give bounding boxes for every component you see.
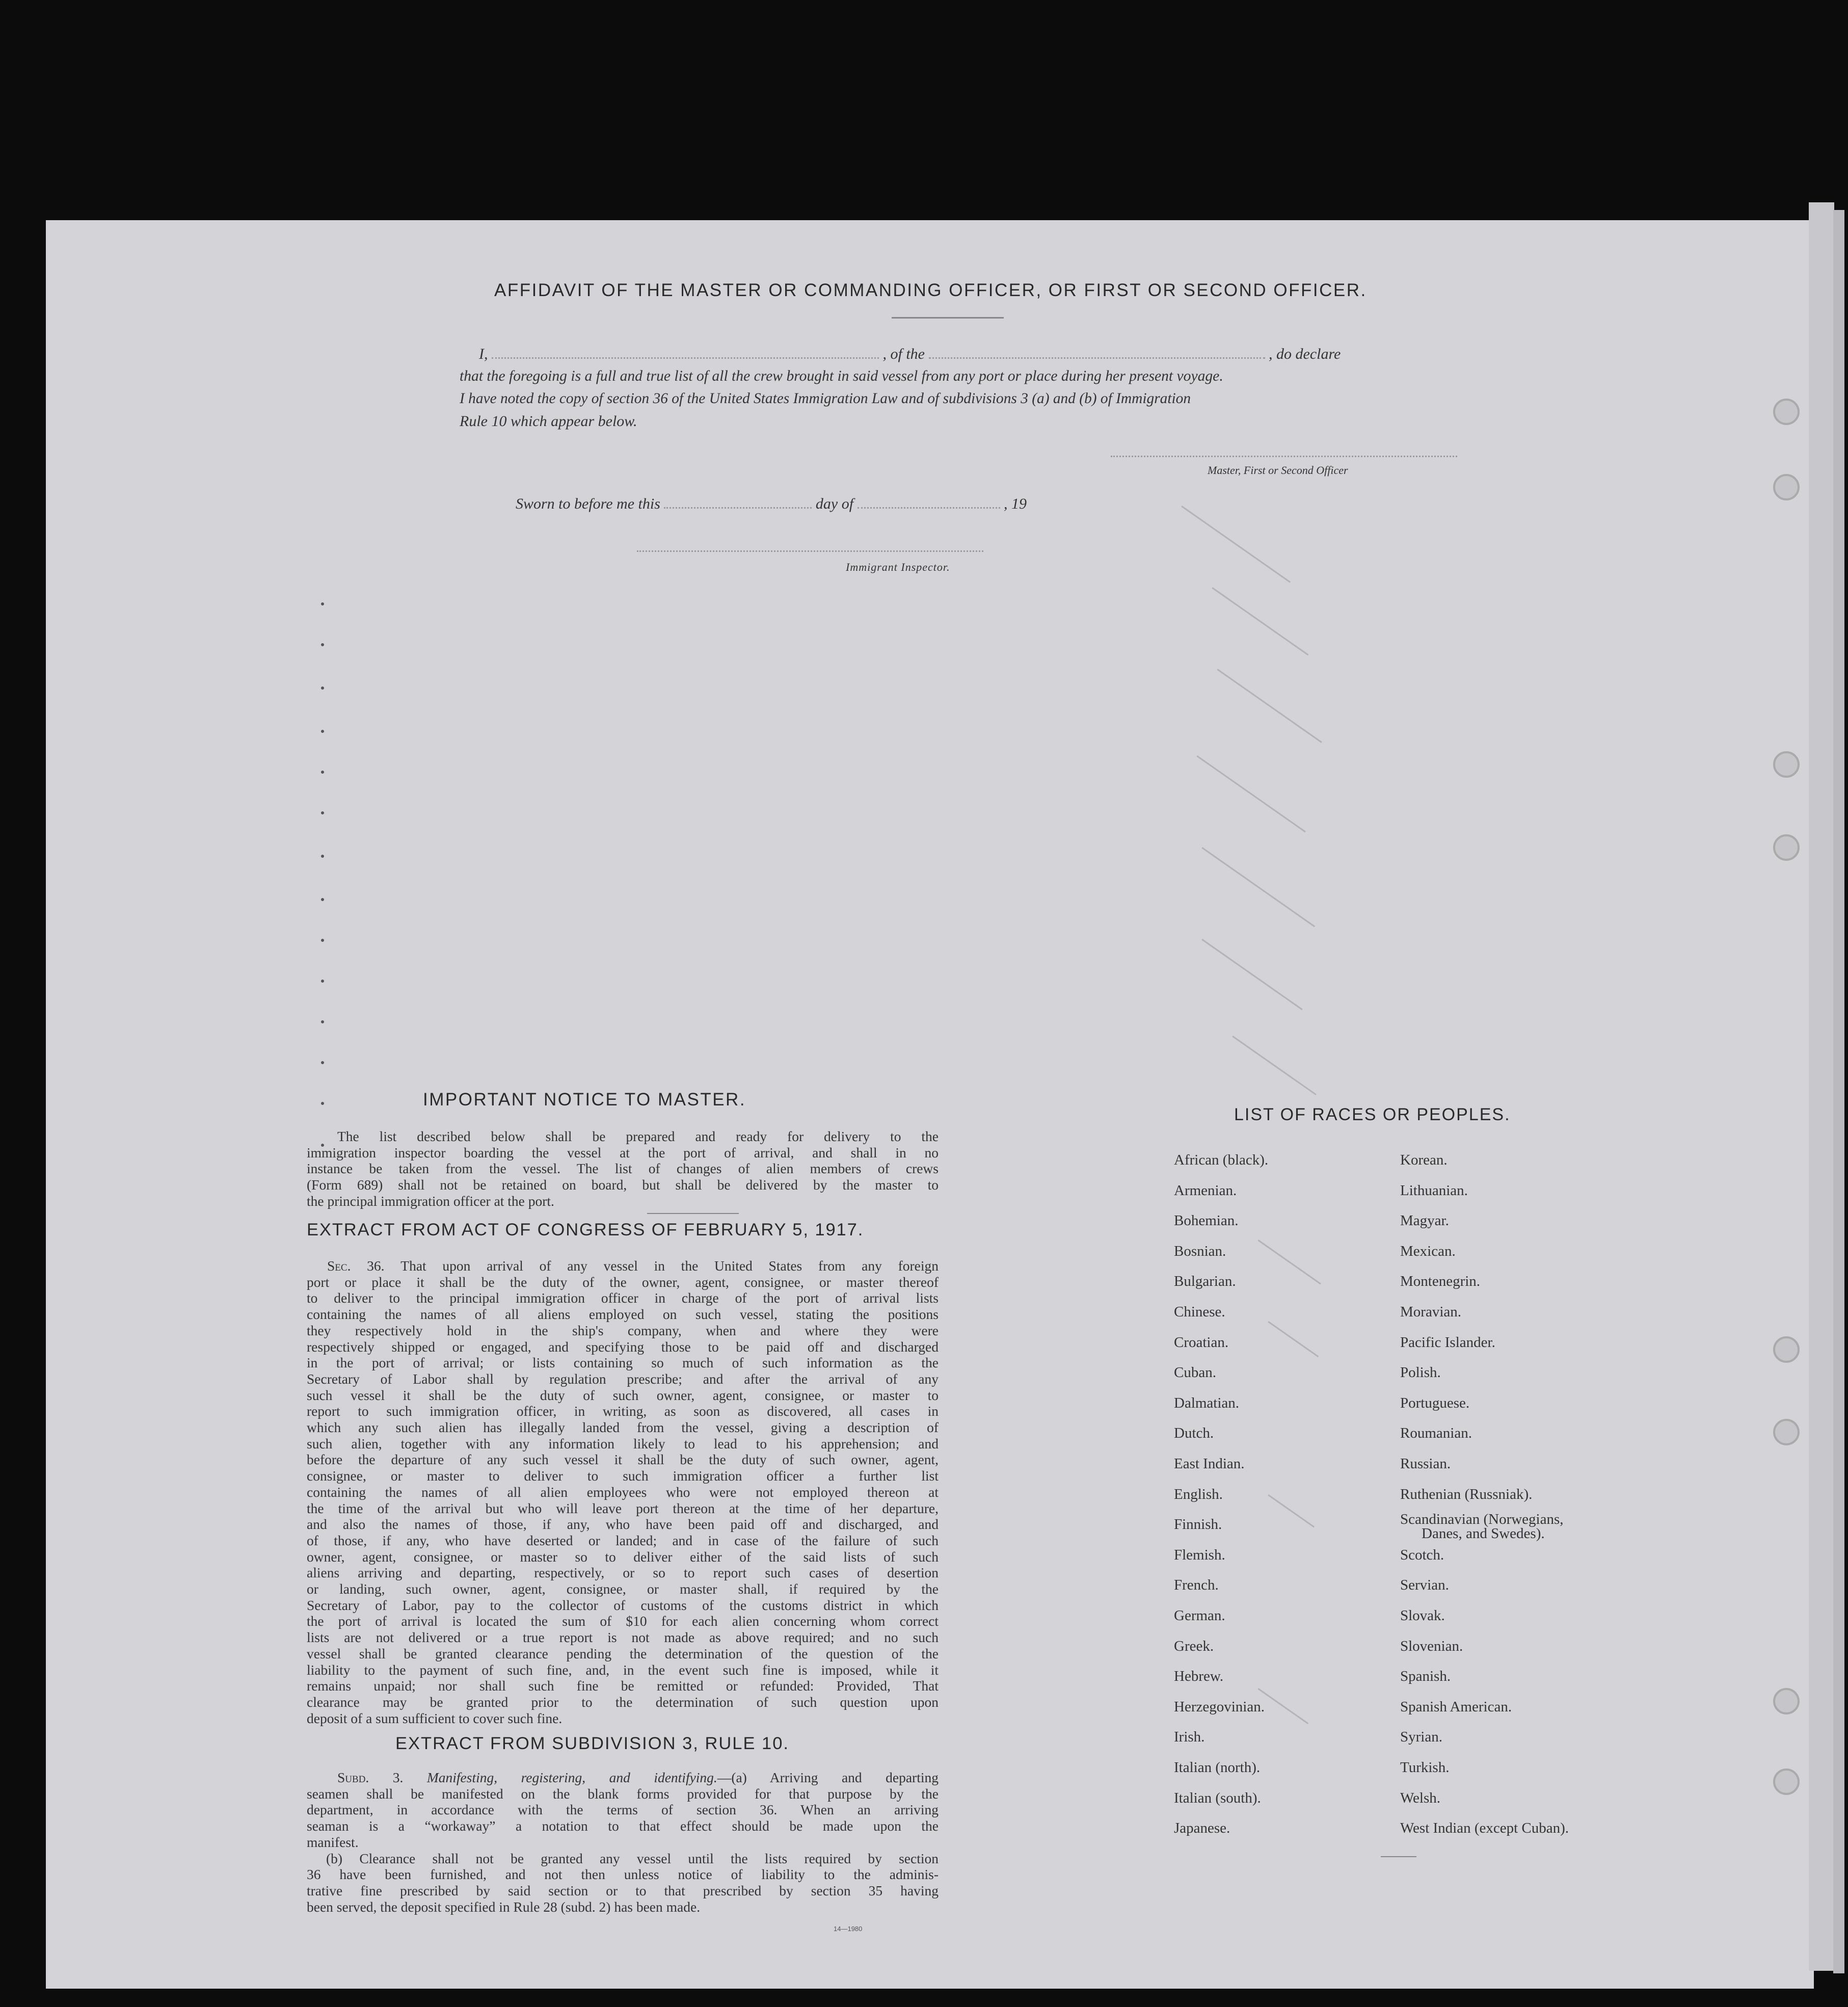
text-line: containing the names of all alien employees who were not employed thereon at: [307, 1484, 939, 1500]
text-line: to deliver to the principal immigration officer in charge of the port of arrival lists: [307, 1290, 939, 1306]
text-line: respectively shipped or engaged, and specifying those to be paid off and discharged: [307, 1338, 939, 1355]
race-item: Croatian.: [1174, 1334, 1229, 1351]
bleed-through-stroke: [1201, 847, 1315, 927]
text-line: deposit of a sum sufficient to cover such fine.: [307, 1710, 563, 1726]
affidavit-line-2: that the foregoing is a full and true list of all the crew brought in said vessel from any port or place during her present voyage.: [460, 368, 1223, 384]
margin-speck: [321, 602, 324, 605]
race-item: Slovak.: [1400, 1607, 1445, 1624]
race-item: Italian (south).: [1174, 1789, 1261, 1806]
text-line: before the departure of any such vessel it shall be the duty of such owner, agent,: [307, 1451, 939, 1468]
signer-caption: Master, First or Second Officer: [1208, 464, 1348, 477]
text-line: which any such alien has illegally landed from the vessel, giving a description of: [307, 1419, 939, 1436]
race-item: Pacific Islander.: [1400, 1334, 1495, 1351]
text-line: [307, 1258, 939, 1274]
notice-body: [307, 1128, 939, 1209]
race-item: Montenegrin.: [1400, 1273, 1481, 1290]
page-edge: [1809, 202, 1834, 1971]
race-item: Russian.: [1400, 1456, 1451, 1472]
race-item: Bosnian.: [1174, 1243, 1226, 1259]
binder-hole: [1773, 834, 1800, 861]
margin-speck: [321, 980, 324, 983]
binder-hole: [1773, 1419, 1800, 1445]
margin-speck: [321, 643, 324, 646]
race-item: Hebrew.: [1174, 1668, 1224, 1685]
race-item: Greek.: [1174, 1638, 1214, 1654]
race-item: Lithuanian.: [1400, 1182, 1468, 1199]
race-item: Herzegovinian.: [1174, 1698, 1265, 1715]
signature-blank: [1111, 456, 1457, 457]
vessel-blank: [929, 357, 1265, 359]
bleed-through-stroke: [1181, 506, 1291, 583]
race-item: Scandinavian (Norwegians,: [1400, 1511, 1564, 1528]
race-item: Irish.: [1174, 1729, 1205, 1746]
act-lines: [307, 1258, 939, 1726]
text-line: instance be taken from the vessel. The list of changes of alien members of crews: [307, 1160, 939, 1177]
binder-hole: [1773, 399, 1800, 425]
race-item: Spanish American.: [1400, 1698, 1512, 1715]
bleed-through-stroke: [1257, 1688, 1308, 1724]
affidavit-line-4: Rule 10 which appear below.: [460, 413, 637, 430]
text-line: the principal immigration officer at the port.: [307, 1193, 554, 1209]
race-item: Polish.: [1400, 1364, 1441, 1381]
margin-speck: [321, 1020, 324, 1023]
binder-hole: [1773, 1336, 1800, 1363]
extract-act-heading: EXTRACT FROM ACT OF CONGRESS OF FEBRUARY 5, 1917.: [307, 1220, 864, 1239]
text-line: report to such immigration officer, in writing, as soon as discovered, all cases in: [307, 1403, 939, 1419]
race-item: Italian (north).: [1174, 1759, 1261, 1776]
text-line: department, in accordance with the terms of section 36. When an arriving: [307, 1802, 939, 1818]
text-line: manifest.: [307, 1834, 359, 1850]
text-line: the time of the arrival but who will leave port thereon at the time of her departure,: [307, 1500, 939, 1516]
affidavit-i: I,: [479, 346, 488, 362]
bleed-through-stroke: [1201, 939, 1302, 1010]
text-line: lists are not delivered or a true report is not made as above required; and no such: [307, 1629, 939, 1646]
binder-hole: [1773, 751, 1800, 778]
bleed-through-stroke: [1268, 1494, 1315, 1528]
binder-hole: [1773, 474, 1800, 500]
binder-hole: [1773, 1768, 1800, 1795]
text-line: containing the names of all aliens employed on such vessel, stating the positions: [307, 1306, 939, 1323]
race-item: Dutch.: [1174, 1425, 1214, 1442]
text-line: such alien, together with any information likely to lead to his apprehension; and: [307, 1435, 939, 1451]
text-line: Secretary of Labor shall by regulation prescribe; and after the arrival of any: [307, 1370, 939, 1387]
race-item: Turkish.: [1400, 1759, 1450, 1776]
race-item: West Indian (except Cuban).: [1400, 1820, 1569, 1837]
race-item-continuation: Danes, and Swedes).: [1422, 1525, 1545, 1542]
bleed-through-stroke: [1217, 669, 1322, 743]
text-line: of those, if any, who have deserted or landed; and in case of the failure of such: [307, 1532, 939, 1548]
race-item: Welsh.: [1400, 1789, 1441, 1806]
race-item: French.: [1174, 1577, 1219, 1594]
bleed-through-stroke: [1196, 755, 1306, 833]
text-line: (Form 689) shall not be retained on board, but shall be delivered by the master to: [307, 1177, 939, 1193]
affidavit-declare: , do declare: [1269, 346, 1341, 362]
heading-rule: [892, 317, 1004, 319]
text-line: (b) Clearance shall not be granted any vessel until the lists required by section: [326, 1850, 939, 1866]
margin-speck: [321, 855, 324, 858]
text-line: consignee, or master to deliver to such immigration officer a further list: [307, 1468, 939, 1484]
race-item: Finnish.: [1174, 1516, 1222, 1533]
text-line: immigration inspector boarding the vessel at the port of arrival, and shall in no: [307, 1144, 939, 1160]
bleed-through-stroke: [1212, 587, 1308, 655]
text-line: port or place it shall be the duty of the owner, agent, consignee, or master thereof: [307, 1274, 939, 1290]
affidavit-heading: AFFIDAVIT OF THE MASTER OR COMMANDING OFFICER, OR FIRST OR SECOND OFFICER.: [494, 280, 1367, 300]
race-item: German.: [1174, 1607, 1225, 1624]
race-item: Portuguese.: [1400, 1394, 1470, 1411]
text-line: seaman is a “workaway” a notation to that effect should be made upon the: [307, 1818, 939, 1834]
affidavit-line-1: [479, 346, 1341, 363]
race-item: Slovenian.: [1400, 1638, 1463, 1654]
margin-speck: [321, 771, 324, 774]
text-line: liability to the payment of such fine, and, in the event such fine is imposed, while it: [307, 1661, 939, 1678]
text-line: owner, agent, consignee, or master so to deliver either of the said lists of such: [307, 1548, 939, 1565]
form-number: 14—1980: [834, 1925, 863, 1933]
margin-speck: [321, 939, 324, 942]
text-line: 36 have been furnished, and not then unless notice of liability to the adminis-: [307, 1866, 939, 1883]
text-line: they respectively hold in the ship's company, when and where they were: [307, 1322, 939, 1338]
races-heading: LIST OF RACES OR PEOPLES.: [1234, 1105, 1511, 1124]
race-item: Armenian.: [1174, 1182, 1237, 1199]
name-blank: [492, 357, 879, 359]
race-item: Magyar.: [1400, 1212, 1449, 1229]
inspector-signature-blank: [637, 550, 983, 552]
race-item: Flemish.: [1174, 1546, 1225, 1563]
race-item: Japanese.: [1174, 1820, 1230, 1837]
race-item: Cuban.: [1174, 1364, 1216, 1381]
margin-speck: [321, 686, 324, 690]
race-item: East Indian.: [1174, 1456, 1245, 1472]
binder-hole: [1773, 1688, 1800, 1714]
text-line: such vessel it shall be the duty of such owner, agent, consignee, or master to: [307, 1387, 939, 1403]
text-line: The list described below shall be prepared and ready for delivery to the: [337, 1128, 939, 1144]
month-blank: [858, 507, 1000, 509]
race-item: Moravian.: [1400, 1304, 1461, 1320]
sworn-line: [516, 495, 1027, 513]
text-line: clearance may be granted prior to the determination of such question upon: [307, 1694, 939, 1710]
race-item: English.: [1174, 1486, 1223, 1502]
bleed-through-stroke: [1232, 1036, 1317, 1095]
extract-act-body: [307, 1258, 939, 1726]
notice-lines: [307, 1128, 939, 1209]
section-text: That upon arrival of any vessel in the United States from any foreign: [400, 1258, 939, 1274]
text-line: Secretary of Labor, pay to the collector of customs of the customs district in which: [307, 1597, 939, 1613]
section-rule: [647, 1213, 739, 1214]
text-line: or landing, such owner, agent, consignee, or master shall, if required by the: [307, 1581, 939, 1597]
margin-speck: [321, 811, 324, 814]
subd-title: Manifesting, registering, and identifying.: [426, 1770, 717, 1785]
page-edge: [1833, 210, 1844, 1973]
extract-rule-heading: EXTRACT FROM SUBDIVISION 3, RULE 10.: [395, 1734, 790, 1753]
margin-speck: [321, 898, 324, 901]
rule-lines: [307, 1770, 939, 1915]
margin-speck: [321, 1102, 324, 1105]
day-blank: [664, 507, 812, 509]
notice-heading: IMPORTANT NOTICE TO MASTER.: [423, 1090, 746, 1110]
sworn-text: Sworn to before me this: [516, 495, 660, 512]
affidavit-line-3: I have noted the copy of section 36 of the United States Immigration Law and of subdivisions 3 (a) and (b) of Immigration: [460, 390, 1191, 407]
bleed-through-stroke: [1268, 1321, 1319, 1357]
text-line: seamen shall be manifested on the blank forms provided for that purpose by the: [307, 1785, 939, 1802]
race-item: Dalmatian.: [1174, 1394, 1240, 1411]
text-line: aliens arriving and departing, respectively, or so to report such cases of desertion: [307, 1565, 939, 1581]
text-line: trative fine prescribed by said section or to that prescribed by section 35 having: [307, 1882, 939, 1898]
text-line: in the port of arrival; or lists containing so much of such information as the: [307, 1355, 939, 1371]
margin-speck: [321, 1061, 324, 1064]
margin-speck: [321, 730, 324, 733]
text-line: remains unpaid; nor shall such fine be remitted or refunded: Provided, That: [307, 1678, 939, 1694]
race-item: Korean.: [1400, 1152, 1448, 1168]
text-line: the port of arrival is located the sum of $10 for each alien concerning whom correct: [307, 1613, 939, 1629]
text-line: been served, the deposit specified in Rule 28 (subd. 2) has been made.: [307, 1898, 701, 1915]
race-item: Mexican.: [1400, 1243, 1456, 1259]
race-item: Bohemian.: [1174, 1212, 1239, 1229]
section-label: Sec. 36.: [327, 1258, 401, 1274]
day-of: day of: [815, 495, 854, 512]
race-item: Chinese.: [1174, 1304, 1225, 1320]
race-item: Roumanian.: [1400, 1425, 1472, 1442]
race-item: Syrian.: [1400, 1729, 1442, 1746]
text-line: vessel shall be granted clearance pending the determination of the question of the: [307, 1645, 939, 1661]
year-prefix: , 19: [1004, 495, 1027, 512]
race-item: African (black).: [1174, 1152, 1269, 1168]
subd-label: Subd. 3.: [337, 1770, 427, 1785]
bleed-through-stroke: [1257, 1239, 1321, 1284]
text-line: [307, 1770, 939, 1786]
text-line: and also the names of those, if any, who have been paid off and discharged, and: [307, 1516, 939, 1533]
race-item: Scotch.: [1400, 1546, 1444, 1563]
race-item: Spanish.: [1400, 1668, 1451, 1685]
race-item: Bulgarian.: [1174, 1273, 1236, 1290]
race-item: Ruthenian (Russniak).: [1400, 1486, 1533, 1502]
extract-rule-body: [307, 1770, 939, 1915]
document-page: [46, 220, 1814, 1989]
races-end-rule: [1381, 1856, 1416, 1857]
inspector-caption: Immigrant Inspector.: [846, 561, 950, 573]
race-item: Servian.: [1400, 1577, 1449, 1594]
affidavit-of-the: , of the: [882, 346, 925, 362]
subd-text: —(a) Arriving and departing: [717, 1770, 939, 1785]
